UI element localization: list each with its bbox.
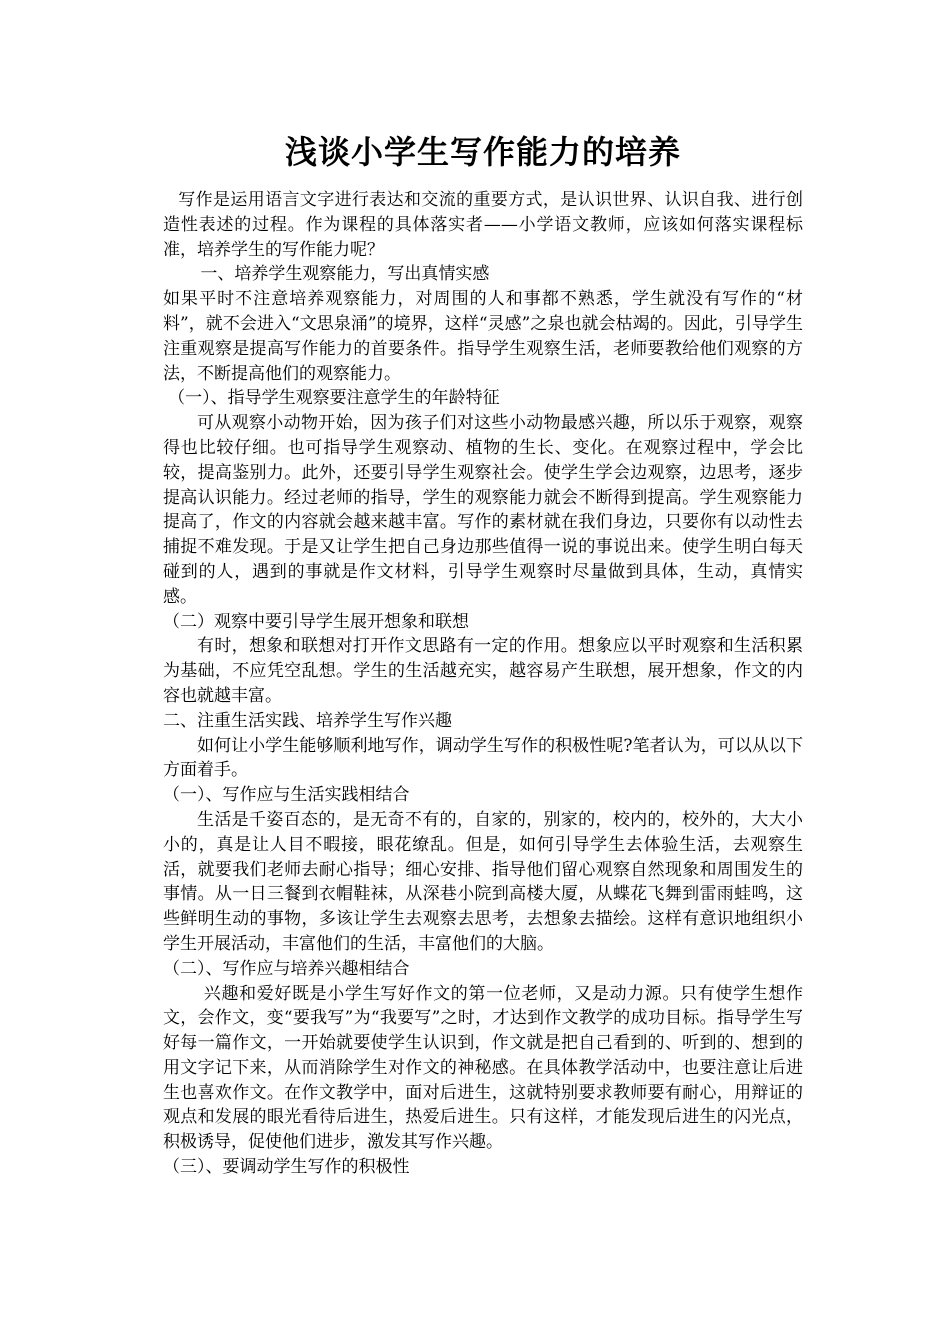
- body-paragraph: 兴趣和爱好既是小学生写好作文的第一位老师，又是动力源。只有使学生想作文，会作文，变“要我写”为“我要写”之时，才达到作文教学的成功目标。指导学生写好每一篇作文，一开始就要使学生认识到，作文就是把自己看到的、听到的、想到的用文字记下来，从而消除学生对作文的神秘感。在具体教学活动中，也要注意让后进生也喜欢作文。在作文教学中，面对后进生，这就特别要求教师要有耐心，用辩证的观点和发展的眼光看待后进生，热爱后进生。只有这样，才能发现后进生的闪光点，积极诱导，促使他们进步，激发其写作兴趣。: [163, 983, 803, 1153]
- section-heading: （二）观察中要引导学生展开想象和联想: [163, 611, 469, 632]
- section-heading: 一、培养学生观察能力，写出真情实感: [200, 264, 490, 285]
- body-paragraph: 可从观察小动物开始，因为孩子们对这些小动物最感兴趣，所以乐于观察，观察得也比较仔细。也可指导学生观察动、植物的生长、变化。在观察过程中，学会比较，提高鉴别力。此外，还要引导学生观察社会。使学生学会边观察，边思考，逐步提高认识能力。经过老师的指导，学生的观察能力就会不断得到提高。学生观察能力提高了，作文的内容就会越来越丰富。写作的素材就在我们身边，只要你有以动性去捕捉不难发现。于是又让学生把自己身边那些值得一说的事说出来。使学生明白每天碰到的人，遇到的事就是作文材料，引导学生观察时尽量做到具体，生动，真情实感。: [163, 413, 803, 607]
- body-paragraph: 如果平时不注意培养观察能力，对周围的人和事都不熟悉，学生就没有写作的“材料”，就不会进入“文思泉涌”的境界，这样“灵感”之泉也就会枯竭的。因此，引导学生注重观察是提高写作能力的首要条件。指导学生观察生活，老师要教给他们观察的方法，不断提高他们的观察能力。: [163, 289, 803, 384]
- section-heading: （一）、写作应与生活实践相结合: [163, 785, 410, 806]
- body-paragraph: 写作是运用语言文字进行表达和交流的重要方式，是认识世界、认识自我、进行创造性表述的过程。作为课程的具体落实者——小学语文教师，应该如何落实课程标准，培养学生的写作能力呢？: [163, 190, 803, 260]
- section-heading: （三）、要调动学生写作的积极性: [163, 1157, 410, 1178]
- document-title: 浅谈小学生写作能力的培养: [284, 133, 681, 171]
- body-paragraph: 有时，想象和联想对打开作文思路有一定的作用。想象应以平时观察和生活积累为基础，不应凭空乱想。学生的生活越充实，越容易产生联想，展开想象，作文的内容也就越丰富。: [163, 636, 803, 706]
- section-heading: （一）、指导学生观察要注意学生的年龄特征: [168, 388, 500, 409]
- document-page: [163, 124, 803, 1180]
- section-heading: （二）、写作应与培养兴趣相结合: [163, 958, 410, 979]
- body-paragraph: 生活是千姿百态的，是无奇不有的，自家的，别家的，校内的，校外的，大大小小的，真是让人目不暇接，眼花缭乱。但是，如何引导学生去体验生活，去观察生活，就要我们老师去耐心指导；细心安排、指导他们留心观察自然现象和周围发生的事情。从一日三餐到衣帽鞋袜，从深巷小院到高楼大厦，从蝶花飞舞到雷雨蛙鸣，这些鲜明生动的事物，多该让学生去观察去思考，去想象去描绘。这样有意识地组织小学生开展活动，丰富他们的生活，丰富他们的大脑。: [163, 809, 803, 954]
- document-body: [163, 188, 803, 1180]
- body-paragraph: 如何让小学生能够顺利地写作，调动学生写作的积极性呢?笔者认为，可以从以下方面着手。: [163, 735, 803, 781]
- section-heading: 二、注重生活实践、培养学生写作兴趣: [163, 710, 452, 731]
